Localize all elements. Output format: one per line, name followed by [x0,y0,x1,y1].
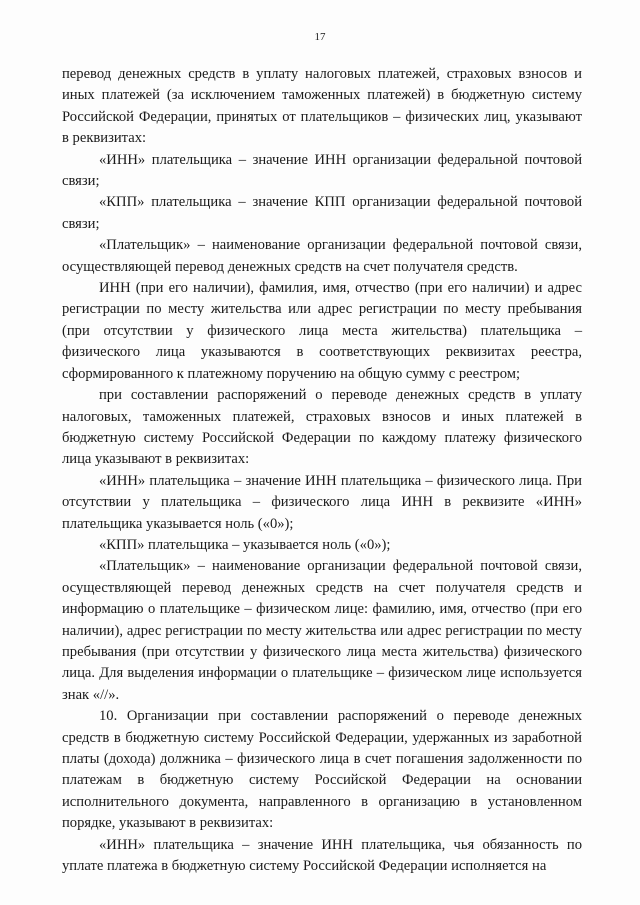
paragraph: «КПП» плательщика – указывается ноль («0»); [99,536,391,553]
paragraph: 10. Организации при составлении распоряжений о переводе денежных средств в бюджетную систему Российской Федерации, удержанных из заработной платы (дохода) должника – физического лица в счет погашения задолженности по платежам в бюджетную систему Российской Федерации на основании исполнительного документа, направленного в организацию в установленном порядке, указывают в реквизитах: [62,708,582,832]
paragraph: «Плательщик» – наименование организации федеральной почтовой связи, осуществляющей перевод денежных средств на счет получателя средств. [62,237,582,275]
document-body [62,64,582,877]
paragraph: «КПП» плательщика – значение КПП организации федеральной почтовой связи; [62,194,582,232]
paragraph: «ИНН» плательщика – значение ИНН плательщика – физического лица. При отсутствии у плательщика – физического лица ИНН в реквизите «ИНН» плательщика указывается ноль («0»); [62,472,582,532]
paragraph: ИНН (при его наличии), фамилия, имя, отчество (при его наличии) и адрес регистрации по месту жительства или адрес регистрации по месту пребывания (при отсутствии у физического лица места жительства) плательщика – физического лица указываются в соответствующих реквизитах реестра, сформированного к платежному поручению на общую сумму с реестром; [62,280,582,382]
paragraph: «Плательщик» – наименование организации федеральной почтовой связи, осуществляющей перевод денежных средств на счет получателя средств и информацию о плательщике – физическом лице: фамилию, имя, отчество (при его наличии), адрес регистрации по месту жительства или адрес регистрации по месту пребывания (при отсутствии у физического лица места жительства) физического лица. Для выделения информации о плательщике – физическом лице используется знак «//». [62,558,582,703]
page-number: 17 [314,31,326,43]
paragraph: «ИНН» плательщика – значение ИНН организации федеральной почтовой связи; [62,151,582,190]
paragraph: при составлении распоряжений о переводе денежных средств в уплату налоговых, таможенных платежей, страховых взносов и иных платежей в бюджетную систему Российской Федерации по каждому платежу физического лица указывают в реквизитах: [62,387,582,468]
paragraph: «ИНН» плательщика – значение ИНН плательщика, чья обязанность по уплате платежа в бюджетную систему Российской Федерации исполняется на [62,836,582,875]
paragraph: перевод денежных средств в уплату налоговых платежей, страховых взносов и иных платежей (за исключением таможенных платежей) в бюджетную систему Российской Федерации, принятых от плательщиков – физических лиц, указывают в реквизитах: [62,66,582,147]
